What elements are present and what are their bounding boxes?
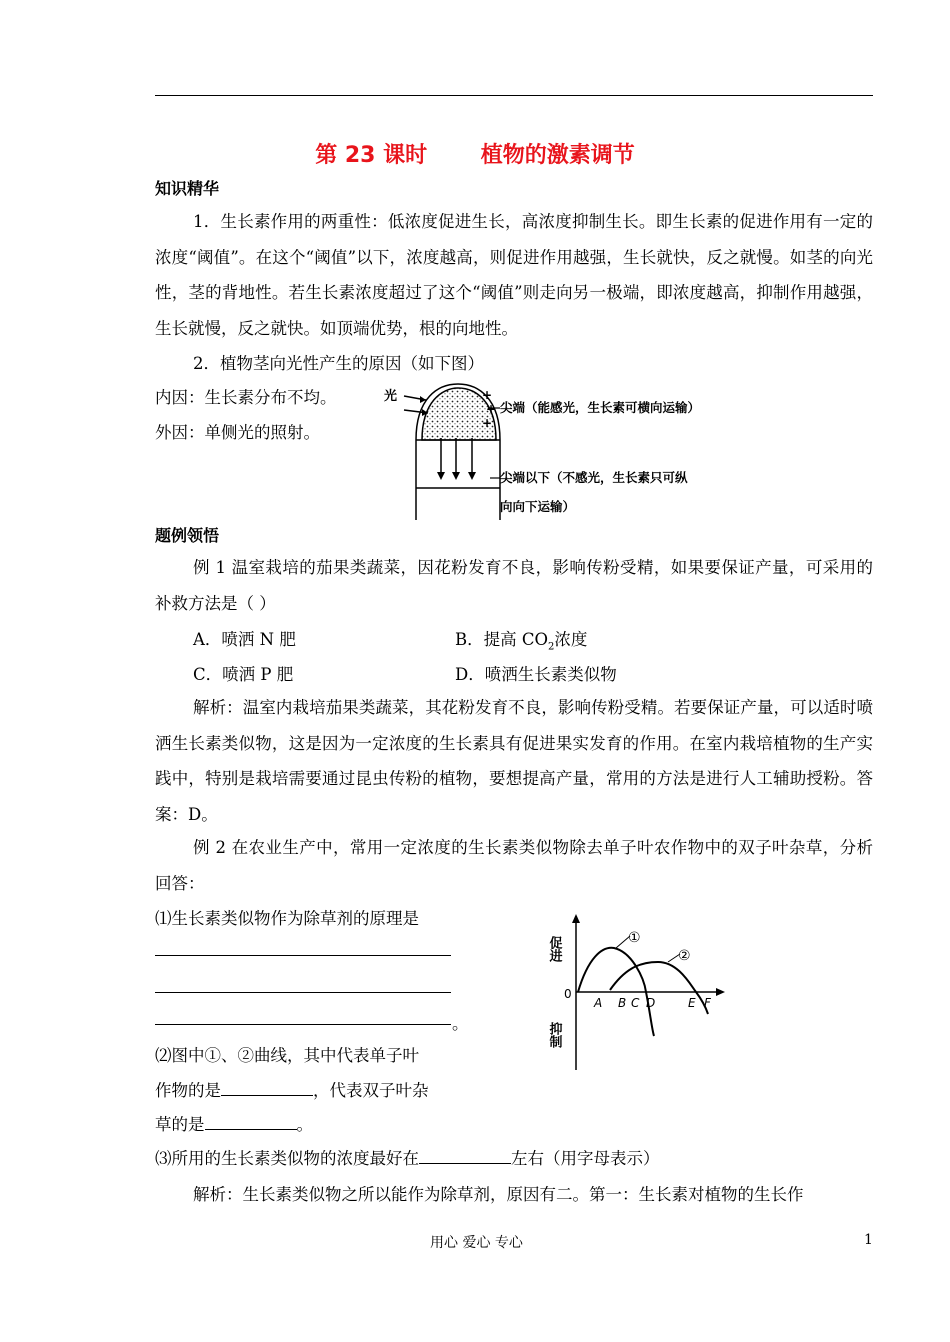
curve-2-label: ② bbox=[678, 948, 691, 964]
svg-text:+: + bbox=[482, 388, 493, 402]
tick-a: A bbox=[594, 996, 603, 1010]
question-2-line-3: 草的是 。 bbox=[155, 1115, 313, 1134]
option-b: B．提高 $CO_2$浓度 bbox=[455, 630, 588, 653]
svg-text:+: + bbox=[486, 402, 497, 416]
answer-blank-dicot[interactable] bbox=[205, 1113, 297, 1130]
curve-1-label: ① bbox=[628, 930, 641, 946]
light-label: 光 bbox=[384, 389, 398, 404]
tick-b: B bbox=[618, 996, 627, 1010]
x-ticks bbox=[593, 996, 712, 1010]
question-2-line-1: ⑵图中①、②曲线，其中代表单子叶 bbox=[155, 1046, 419, 1065]
option-c: C．喷洒 P 肥 bbox=[193, 665, 294, 684]
auxin-arrows bbox=[441, 438, 472, 474]
tick-d: D bbox=[646, 996, 656, 1010]
below-tip-label-2: 向向下运输） bbox=[500, 499, 576, 514]
example-1-analysis: 解析：温室内栽培茄果类蔬菜，其花粉发育不良，影响传粉受精。若要保证产量，可以适时喷洒生长素类似物，这是因为一定浓度的生长素具有促进果实发育的作用。在室内栽培植物的生产实践中，特别是栽培需要通过昆虫传粉的植物，要想提高产量，常用的方法是进行人工辅助授粉。答案：D。 bbox=[155, 698, 873, 824]
y-label-inhibit: 抑制 bbox=[546, 1022, 562, 1048]
phototropism-diagram bbox=[376, 380, 736, 525]
option-d: D．喷洒生长素类似物 bbox=[455, 665, 617, 684]
footer-motto: 用心 爱心 专心 bbox=[430, 1235, 523, 1251]
paragraph-phototropism: 2．植物茎向光性产生的原因（如下图） bbox=[193, 354, 484, 373]
section-heading-knowledge: 知识精华 bbox=[155, 179, 220, 198]
answer-line-2[interactable] bbox=[155, 992, 451, 993]
question-3: ⑶所用的生长素类似物的浓度最好在 左右（用字母表示） bbox=[155, 1149, 660, 1168]
below-tip-label-1: 尖端以下（不感光，生长素只可纵 bbox=[500, 470, 688, 485]
answer-blank-concentration[interactable] bbox=[419, 1147, 511, 1164]
question-1: ⑴生长素类似物作为除草剂的原理是 bbox=[155, 909, 419, 928]
y-label-promote: 促进 bbox=[546, 936, 562, 962]
page-number: 1 bbox=[864, 1232, 873, 1248]
tick-c: C bbox=[631, 996, 640, 1010]
question-1-end: 。 bbox=[452, 1014, 469, 1033]
origin-label: 0 bbox=[564, 987, 572, 1001]
answer-line-1[interactable] bbox=[155, 955, 451, 956]
answer-line-3[interactable] bbox=[155, 1024, 451, 1025]
tick-e: E bbox=[688, 996, 696, 1010]
paragraph-dual-effect: 1．生长素作用的两重性：低浓度促进生长，高浓度抑制生长。即生长素的促进作用有一定的浓度“阈值”。在这个“阈值”以下，浓度越高，则促进作用越强，生长就快，反之就慢。如茎的向光性，茎的背地性。若生长素浓度超过了这个“阈值”则走向另一极端，即浓度越高，抑制作用越强，生长就慢，反之就快。如顶端优势，根的向地性。 bbox=[155, 212, 873, 338]
example-2-question: 例 2 在农业生产中，常用一定浓度的生长素类似物除去单子叶农作物中的双子叶杂草，分析回答： bbox=[155, 838, 873, 893]
svg-text:+: + bbox=[482, 416, 493, 430]
tip-label: 尖端（能感光，生长素可横向运输） bbox=[500, 400, 701, 415]
answer-blank-monocot[interactable] bbox=[221, 1079, 313, 1096]
option-a: A．喷洒 N 肥 bbox=[193, 630, 296, 649]
example-2-analysis: 解析：生长素类似物之所以能作为除草剂，原因有二。第一：生长素对植物的生长作 bbox=[193, 1185, 804, 1204]
example-1-question: 例 1 温室栽培的茄果类蔬菜，因花粉发育不良，影响传粉受精，如果要保证产量，可采用的补救方法是（ ） bbox=[155, 558, 873, 613]
header-rule bbox=[155, 95, 873, 96]
inner-cause: 内因：生长素分布不均。 bbox=[155, 388, 337, 407]
outer-cause: 外因：单侧光的照射。 bbox=[155, 423, 320, 442]
section-heading-examples: 题例领悟 bbox=[155, 526, 220, 545]
page-title: 第 23 课时 植物的激素调节 bbox=[315, 143, 635, 168]
question-2-line-2: 作物的是 ，代表双子叶杂 bbox=[155, 1081, 429, 1100]
tick-f: F bbox=[704, 996, 711, 1010]
auxin-response-graph bbox=[540, 912, 730, 1072]
